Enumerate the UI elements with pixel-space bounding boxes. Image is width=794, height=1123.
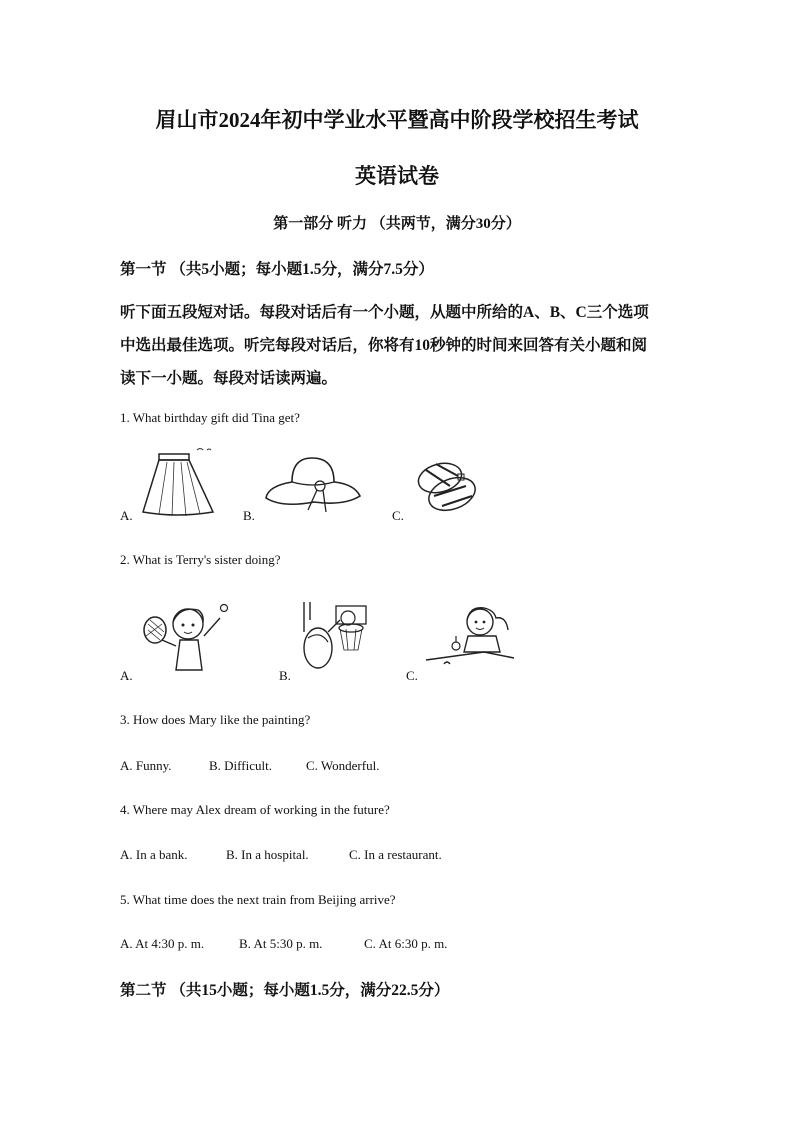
question-3-stem: 3. How does Mary like the painting? — [120, 712, 311, 727]
girl-playing-tennis-icon — [140, 600, 236, 674]
part1-heading: 第一部分 听力 （共两节，满分30分） — [273, 216, 521, 232]
question-2-stem: 2. What is Terry's sister doing? — [120, 552, 281, 567]
instructions-line-2: 中选出最佳选项。听完每段对话后，你将有10秒钟的时间来回答有关小题和阅 — [120, 337, 648, 354]
girl-painting-icon — [424, 600, 524, 672]
q5-option-c: C. At 6:30 p. m. — [364, 936, 448, 951]
q1-option-c: C. — [392, 508, 404, 523]
q5-option-b: B. At 5:30 p. m. — [239, 936, 323, 951]
skirt-icon — [137, 446, 217, 518]
q3-option-c: C. Wonderful. — [306, 758, 380, 773]
exam-title: 眉山市2024年初中学业水平暨高中阶段学校招生考试 — [155, 108, 639, 132]
q4-option-c: C. In a restaurant. — [349, 847, 442, 862]
exam-subtitle: 英语试卷 — [355, 164, 439, 188]
section2-heading: 第二节 （共15小题；每小题1.5分，满分22.5分） — [120, 982, 450, 999]
sandals-icon — [414, 456, 480, 518]
question-1-stem: 1. What birthday gift did Tina get? — [120, 410, 300, 425]
q5-option-a: A. At 4:30 p. m. — [120, 936, 205, 951]
hat-icon — [262, 452, 362, 520]
q4-option-a: A. In a bank. — [120, 847, 188, 862]
question-4-stem: 4. Where may Alex dream of working in the future? — [120, 802, 390, 817]
q4-option-b: B. In a hospital. — [226, 847, 309, 862]
instructions-line-1: 听下面五段短对话。每段对话后有一个小题，从题中所给的A、B、C三个选项 — [120, 304, 649, 321]
q1-option-b: B. — [243, 508, 255, 523]
q2-option-a: A. — [120, 668, 133, 683]
instructions-line-3: 读下一小题。每段对话读两遍。 — [120, 370, 338, 387]
q3-option-a: A. Funny. — [120, 758, 172, 773]
section1-heading: 第一节 （共5小题；每小题1.5分，满分7.5分） — [120, 261, 434, 278]
q2-option-b: B. — [279, 668, 291, 683]
q1-option-a: A. — [120, 508, 133, 523]
question-5-stem: 5. What time does the next train from Beijing arrive? — [120, 892, 396, 907]
q3-option-b: B. Difficult. — [209, 758, 272, 773]
girl-playing-basketball-icon — [298, 602, 368, 676]
q2-option-c: C. — [406, 668, 418, 683]
